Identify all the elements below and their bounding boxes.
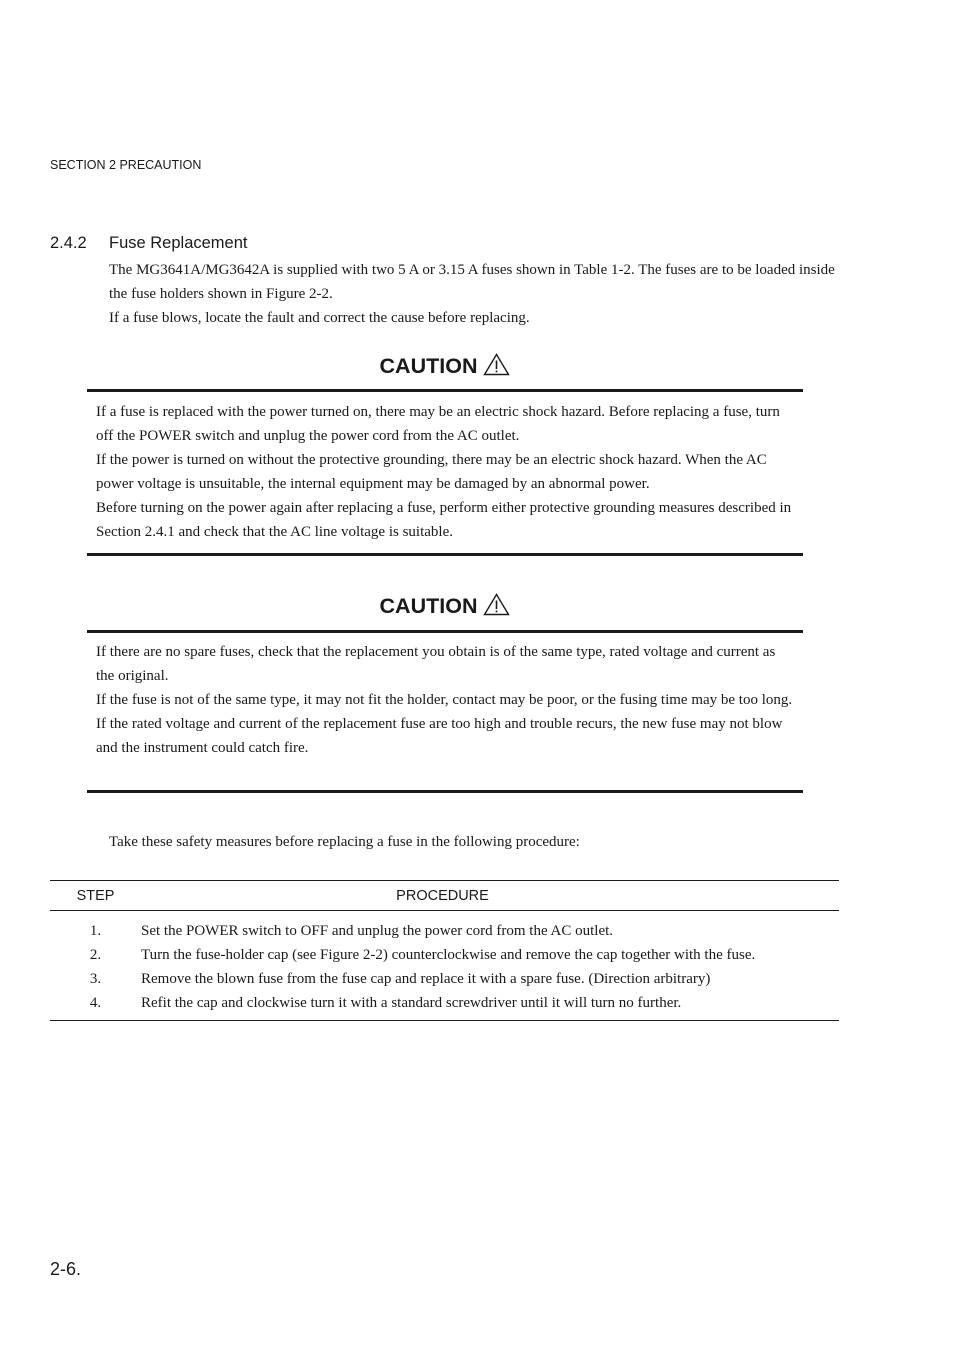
step-text: Refit the cap and clockwise turn it with a standard screwdriver until it will turn no further. xyxy=(141,991,839,1021)
procedure-table xyxy=(50,880,839,1021)
table-row xyxy=(50,991,839,1021)
section-title: Fuse Replacement xyxy=(109,234,248,252)
table-row xyxy=(50,911,839,944)
step-number: 4. xyxy=(50,991,141,1021)
section-heading xyxy=(50,234,248,253)
column-header-step: STEP xyxy=(50,881,141,911)
caution-paragraph: If a fuse is replaced with the power turned on, there may be an electric shock hazard. Before replacing a fuse, turn off the POWER switch and unplug the power cord from the AC outlet. xyxy=(96,404,780,444)
caution-title xyxy=(87,593,803,619)
step-text: Remove the blown fuse from the fuse cap and replace it with a spare fuse. (Direction arbitrary) xyxy=(141,970,711,987)
step-number: 2. xyxy=(89,946,102,963)
caution-body xyxy=(96,400,796,544)
table-row xyxy=(50,967,839,991)
caution-label: CAUTION xyxy=(379,594,478,618)
caution-paragraph: If there are no spare fuses, check that the replacement you obtain is of the same type, rated voltage and current as the original. xyxy=(96,644,776,684)
caution-paragraph: If the power is turned on without the protective grounding, there may be an electric shock hazard. When the AC power voltage is unsuitable, the internal equipment may be damaged by an abnormal power. xyxy=(96,452,767,492)
caution-paragraph: If the rated voltage and current of the replacement fuse are too high and trouble recurs, the new fuse may not blow and the instrument could catch fire. xyxy=(96,716,783,756)
caution-paragraph: Before turning on the power again after replacing a fuse, perform either protective grounding measures described in Section 2.4.1 and check that the AC line voltage is suitable. xyxy=(96,500,792,540)
table-row xyxy=(50,943,839,967)
caution-title xyxy=(87,353,803,379)
caution-body xyxy=(96,640,796,760)
step-number: 1. xyxy=(89,922,102,939)
warning-triangle-icon xyxy=(483,353,510,376)
caution-paragraph: If the fuse is not of the same type, it may not fit the holder, contact may be poor, or the fusing time may be too long. xyxy=(96,692,793,708)
intro-paragraph: If a fuse blows, locate the fault and correct the cause before replacing. xyxy=(109,310,530,326)
caution-top-rule xyxy=(87,389,803,392)
running-header: SECTION 2 PRECAUTION xyxy=(50,158,202,172)
caution-label: CAUTION xyxy=(379,354,478,378)
step-text: Set the POWER switch to OFF and unplug the power cord from the AC outlet. xyxy=(141,922,614,939)
caution-bottom-rule xyxy=(87,790,803,793)
caution-bottom-rule xyxy=(87,553,803,556)
column-header-procedure: PROCEDURE xyxy=(141,881,839,911)
step-text: Turn the fuse-holder cap (see Figure 2-2) counterclockwise and remove the cap together with the fuse. xyxy=(141,946,756,963)
procedure-lead-text: Take these safety measures before replacing a fuse in the following procedure: xyxy=(109,834,580,850)
caution-top-rule xyxy=(87,630,803,633)
warning-triangle-icon xyxy=(483,593,510,616)
intro-text xyxy=(109,258,849,330)
section-number: 2.4.2 xyxy=(50,234,87,252)
table-header-row xyxy=(50,881,839,911)
intro-paragraph: The MG3641A/MG3642A is supplied with two 5 A or 3.15 A fuses shown in Table 1-2. The fuses are to be loaded inside the fuse holders shown in Figure 2-2. xyxy=(109,262,835,302)
step-number: 3. xyxy=(89,970,102,987)
page-number: 2-6. xyxy=(50,1259,82,1279)
